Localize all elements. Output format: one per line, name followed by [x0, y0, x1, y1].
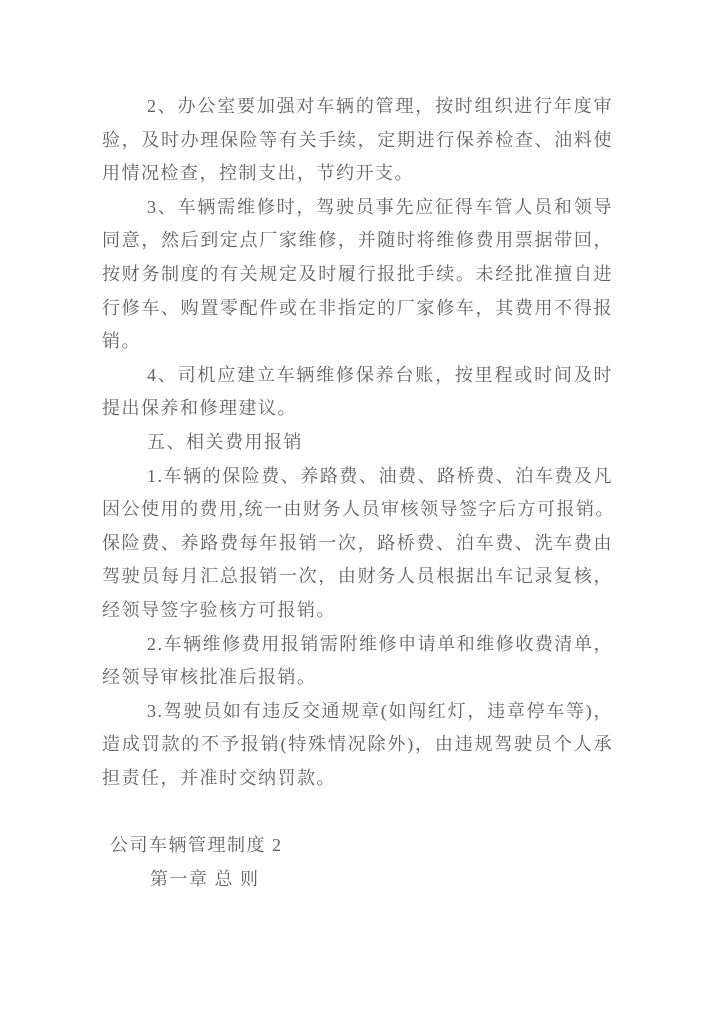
para-vehicle-management-2-line-2: 验，及时办理保险等有关手续，定期进行保养检查、油料使 — [102, 129, 613, 150]
document-content — [102, 90, 613, 896]
para-vehicle-repair-3-line-1: 3、车辆需维修时，驾驶员事先应征得车管人员和领导 — [147, 196, 613, 217]
para-expense-2-line-1: 2.车辆维修费用报销需附维修申请单和维修收费清单， — [147, 633, 613, 654]
para-expense-1-line-3: 保险费、养路费每年报销一次，路桥费、泊车费、洗车费由 — [102, 532, 613, 553]
para-expense-3-line-3: 担责任，并准时交纳罚款。 — [102, 767, 336, 788]
para-expense-1-line-5: 经领导签字验核方可报销。 — [102, 599, 336, 620]
para-expense-3-line-1: 3.驾驶员如有违反交通规章(如闯红灯，违章停车等)， — [147, 700, 613, 721]
para-expense-3-line-2: 造成罚款的不予报销(特殊情况除外)，由违规驾驶员个人承 — [102, 734, 613, 755]
para-driver-ledger-4-line-2: 提出保养和修理建议。 — [102, 398, 297, 419]
section-heading-5-expense-reimbursement-line-1: 五、相关费用报销 — [147, 431, 303, 452]
para-vehicle-repair-3-line-2: 同意，然后到定点厂家维修，并随时将维修费用票据带回， — [102, 230, 613, 251]
doc-title-vehicle-management-system-2-line-1: 公司车辆管理制度 2 — [110, 835, 283, 856]
para-expense-2-line-2: 经领导审核批准后报销。 — [102, 667, 317, 688]
para-vehicle-management-2-line-1: 2、办公室要加强对车辆的管理，按时组织进行年度审 — [147, 96, 613, 116]
para-expense-1-line-2: 因公使用的费用,统一由财务人员审核领导签字后方可报销。 — [102, 499, 615, 520]
para-driver-ledger-4-line-1: 4、司机应建立车辆维修保养台账，按里程或时间及时 — [147, 364, 613, 385]
chapter-heading-general-provisions-line-1: 第一章 总 则 — [150, 868, 260, 889]
para-vehicle-repair-3-line-5: 销。 — [102, 331, 141, 352]
para-vehicle-repair-3-line-3: 按财务制度的有关规定及时履行报批手续。未经批准擅自进 — [102, 263, 613, 284]
para-expense-1-line-1: 1.车辆的保险费、养路费、油费、路桥费、泊车费及凡 — [147, 465, 613, 486]
blank-line — [102, 795, 613, 829]
para-vehicle-management-2-line-3: 用情况检查，控制支出，节约开支。 — [102, 163, 414, 184]
para-vehicle-repair-3-line-4: 行修车、购置零配件或在非指定的厂家修车，其费用不得报 — [102, 297, 613, 318]
para-expense-1-line-4: 驾驶员每月汇总报销一次，由财务人员根据出车记录复核， — [102, 566, 613, 587]
